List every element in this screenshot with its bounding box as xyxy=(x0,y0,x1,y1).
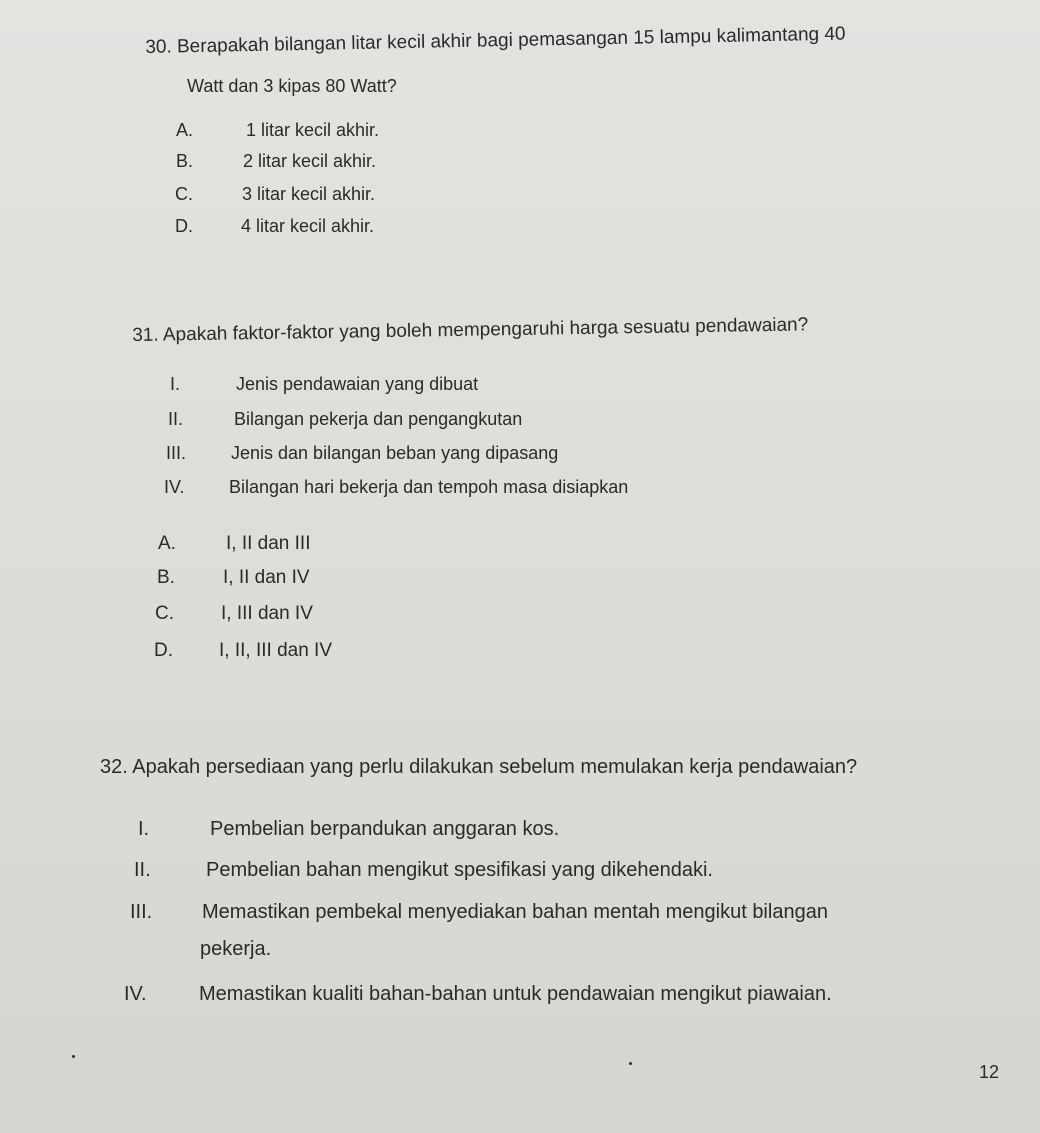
ink-dot xyxy=(72,1055,75,1058)
statement-label: II. xyxy=(168,409,184,429)
statement-text: Bilangan pekerja dan pengangkutan xyxy=(234,409,523,429)
statement-label: III. xyxy=(166,443,187,463)
statement-text: Pembelian bahan mengikut spesifikasi yang dikehendaki. xyxy=(206,859,713,881)
statement-text: Memastikan kualiti bahan-bahan untuk pendawaian mengikut piawaian. xyxy=(199,983,832,1005)
statement-text: Bilangan hari bekerja dan tempoh masa disiapkan xyxy=(229,477,629,497)
question-text: Watt dan 3 kipas 80 Watt? xyxy=(187,76,397,96)
option-text: I, II, III dan IV xyxy=(219,640,332,661)
option-text: I, II dan IV xyxy=(223,567,310,588)
statement-label: I. xyxy=(138,818,150,840)
question-number: 32. xyxy=(100,756,128,778)
option-text: 4 litar kecil akhir. xyxy=(241,216,375,236)
option-label: A. xyxy=(176,120,194,140)
question-32-stem xyxy=(100,749,857,785)
question-31-stem xyxy=(132,307,809,354)
question-text: Apakah faktor-faktor yang boleh mempengaruhi harga sesuatu pendawaian? xyxy=(162,314,809,346)
statement-label: III. xyxy=(130,901,153,923)
statement-text: Memastikan pembekal menyediakan bahan mentah mengikut bilangan xyxy=(202,901,828,923)
option-text: 3 litar kecil akhir. xyxy=(242,184,376,204)
option-text: I, III dan IV xyxy=(221,603,313,624)
page-number: 12 xyxy=(979,1062,1000,1082)
option-label: B. xyxy=(176,151,194,171)
statement-label: IV. xyxy=(124,983,147,1005)
question-number: 31. xyxy=(132,324,159,346)
statement-label: II. xyxy=(134,859,151,881)
statement-text: Jenis pendawaian yang dibuat xyxy=(236,374,479,394)
ink-dot xyxy=(629,1062,632,1065)
statement-label: IV. xyxy=(164,477,185,497)
question-number: 30. xyxy=(145,36,172,58)
statement-label: I. xyxy=(170,374,181,394)
option-label: D. xyxy=(175,216,193,236)
statement-text: Jenis dan bilangan beban yang dipasang xyxy=(231,443,559,463)
option-text: 2 litar kecil akhir. xyxy=(243,151,377,171)
question-30-stem-cont xyxy=(187,68,397,104)
statement-iii-cont xyxy=(200,938,271,961)
option-label: B. xyxy=(157,567,175,588)
option-label: C. xyxy=(155,603,174,624)
option-text: I, II dan III xyxy=(226,533,311,554)
option-label: A. xyxy=(158,533,176,554)
question-30-stem xyxy=(145,17,846,66)
statement-text: Pembelian berpandukan anggaran kos. xyxy=(210,818,560,840)
option-label: D. xyxy=(154,640,173,661)
question-text: Apakah persediaan yang perlu dilakukan sebelum memulakan kerja pendawaian? xyxy=(132,756,858,778)
statement-text-cont: pekerja. xyxy=(200,938,272,960)
option-label: C. xyxy=(175,184,193,204)
option-text: 1 litar kecil akhir. xyxy=(246,120,380,140)
question-text: Berapakah bilangan litar kecil akhir bagi pemasangan 15 lampu kalimantang 40 xyxy=(176,23,846,58)
